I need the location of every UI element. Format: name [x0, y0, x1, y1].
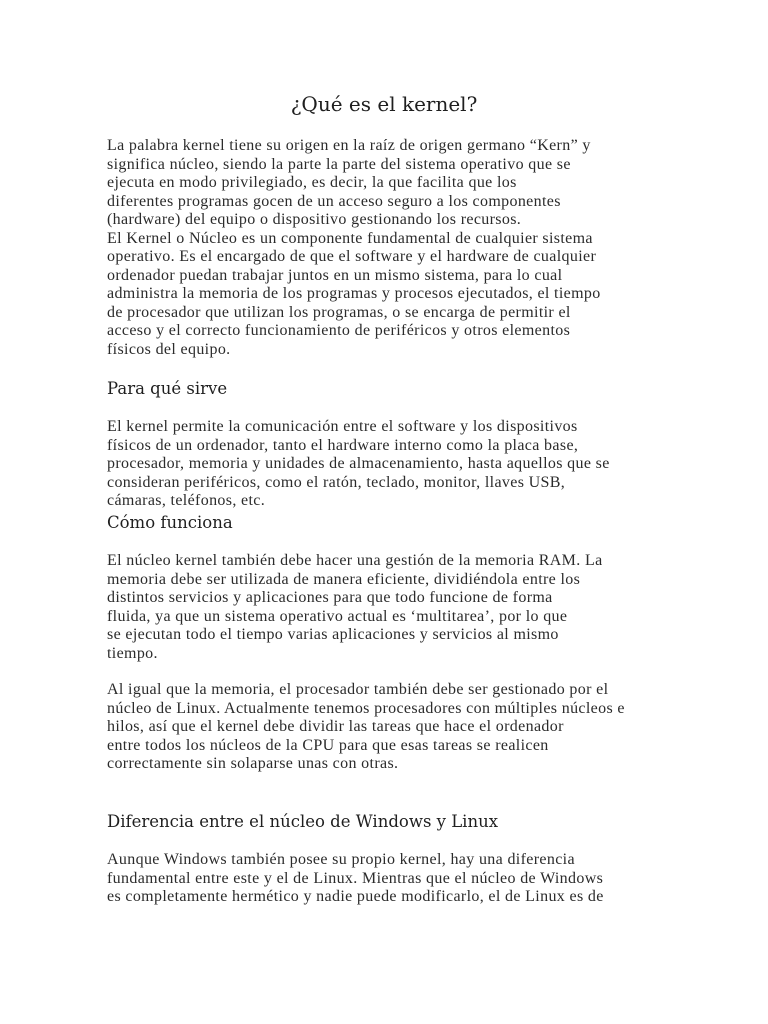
text-line: tiempo. [107, 644, 158, 662]
text-line: distintos servicios y aplicaciones para que todo funcione de forma [107, 589, 553, 606]
como-funciona-paragraph-2 [107, 681, 667, 774]
text-line: (hardware) del equipo o dispositivo gestionando los recursos. [107, 211, 522, 228]
text-line: correctamente sin solaparse unas con otras. [107, 755, 399, 772]
text-line: Aunque Windows también posee su propio kernel, hay una diferencia [107, 851, 575, 868]
text-line: núcleo de Linux. Actualmente tenemos procesadores con múltiples núcleos e [107, 699, 625, 717]
section-heading-como-funciona: Cómo funciona [107, 513, 233, 532]
text-line: entre todos los núcleos de la CPU para que esas tareas se realicen [107, 736, 549, 754]
text-line: físicos del equipo. [107, 340, 231, 358]
text-line: El Kernel o Núcleo es un componente fundamental de cualquier sistema [107, 229, 593, 247]
text-line: fluida, ya que un sistema operativo actual es ‘multitarea’, por lo que [107, 607, 568, 625]
text-line: significa núcleo, siendo la parte la parte del sistema operativo que se [107, 155, 571, 173]
para-que-sirve-paragraph [107, 418, 667, 511]
intro-paragraph [107, 137, 667, 359]
text-line: diferentes programas gocen de un acceso seguro a los componentes [107, 192, 561, 210]
section-heading-para-que-sirve: Para qué sirve [107, 379, 228, 398]
text-line: ordenador puedan trabajar juntos en un mismo sistema, para lo cual [107, 266, 563, 284]
text-line: cámaras, teléfonos, etc. [107, 492, 266, 509]
text-line: acceso y el correcto funcionamiento de periféricos y otros elementos [107, 322, 571, 339]
diferencia-paragraph [107, 851, 667, 907]
text-line: de procesador que utilizan los programas, o se encarga de permitir el [107, 303, 571, 321]
text-line: hilos, así que el kernel debe dividir las tareas que hace el ordenador [107, 718, 564, 735]
text-line: es completamente hermético y nadie puede modificarlo, el de Linux es de [107, 888, 604, 905]
text-line: físicos de un ordenador, tanto el hardware interno como la placa base, [107, 436, 579, 454]
page-title: ¿Qué es el kernel? [290, 92, 478, 116]
text-line: memoria debe ser utilizada de manera eficiente, dividiéndola entre los [107, 570, 581, 588]
text-line: se ejecutan todo el tiempo varias aplicaciones y servicios al mismo [107, 626, 559, 643]
text-line: procesador, memoria y unidades de almacenamiento, hasta aquellos que se [107, 455, 610, 472]
text-line: consideran periféricos, como el ratón, teclado, monitor, llaves USB, [107, 473, 566, 491]
text-line: fundamental entre este y el de Linux. Mientras que el núcleo de Windows [107, 869, 604, 887]
section-heading-diferencia: Diferencia entre el núcleo de Windows y Linux [107, 812, 499, 831]
text-line: La palabra kernel tiene su origen en la raíz de origen germano “Kern” y [107, 137, 591, 154]
text-line: El núcleo kernel también debe hacer una gestión de la memoria RAM. La [107, 552, 603, 569]
text-line: administra la memoria de los programas y procesos ejecutados, el tiempo [107, 285, 601, 302]
como-funciona-paragraph-1 [107, 552, 667, 663]
text-line: ejecuta en modo privilegiado, es decir, la que facilita que los [107, 174, 517, 191]
text-line: Al igual que la memoria, el procesador también debe ser gestionado por el [107, 681, 609, 698]
text-line: operativo. Es el encargado de que el software y el hardware de cualquier [107, 248, 597, 265]
text-line: El kernel permite la comunicación entre el software y los dispositivos [107, 418, 578, 435]
